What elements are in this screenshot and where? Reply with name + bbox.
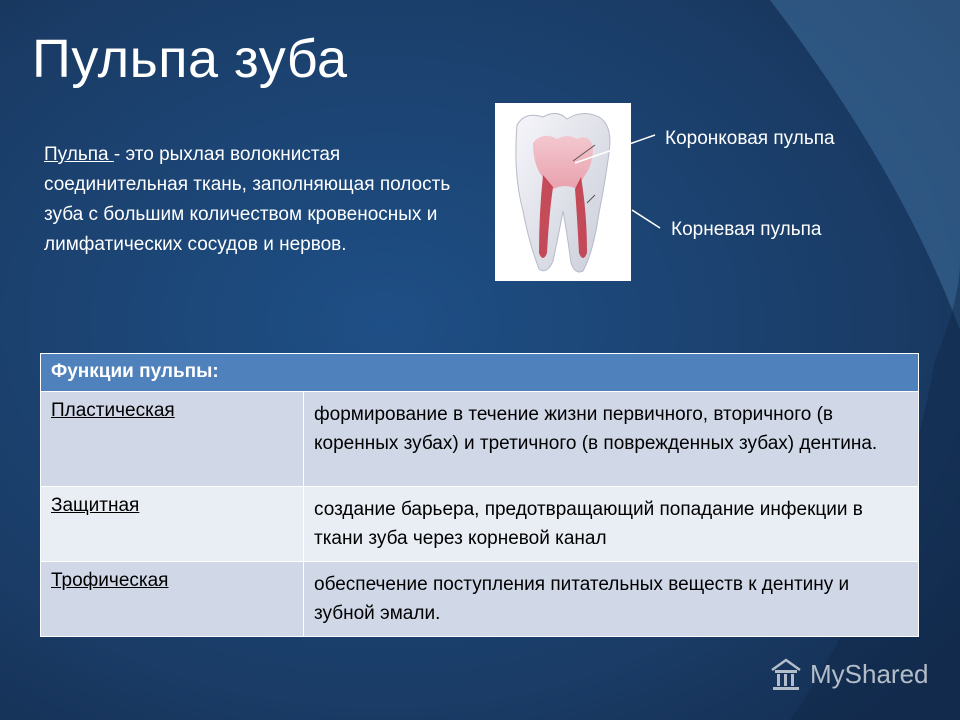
functions-table	[40, 353, 919, 637]
tooth-icon	[495, 103, 631, 281]
table-row	[41, 392, 919, 487]
slide-title: Пульпа зуба	[32, 29, 348, 89]
definition-text: - это рыхлая волокнистая соединительная ткань, заполняющая полость зуба с большим количеством кровеносных и лимфатических сосудов и нервов.	[44, 144, 451, 255]
function-description: обеспечение поступления питательных веществ к дентину и зубной эмали.	[304, 562, 919, 637]
pulp-definition	[44, 140, 484, 260]
function-name: Трофическая	[41, 562, 304, 637]
table-header-row	[41, 354, 919, 392]
table-row	[41, 487, 919, 562]
table-row	[41, 562, 919, 637]
label-crown-pulp: Коронковая пульпа	[665, 128, 835, 149]
tooth-diagram	[495, 103, 631, 281]
function-name: Защитная	[41, 487, 304, 562]
definition-term: Пульпа	[44, 144, 114, 165]
label-root-pulp: Корневая пульпа	[671, 219, 822, 240]
function-name: Пластическая	[41, 392, 304, 487]
watermark	[768, 656, 929, 692]
function-description: формирование в течение жизни первичного, вторичного (в коренных зубах) и третичного (в поврежденных зубах) дентина.	[304, 392, 919, 487]
table-header: Функции пульпы:	[41, 354, 919, 392]
watermark-text: MyShared	[810, 658, 929, 689]
myshared-logo-icon	[768, 656, 804, 692]
function-description: создание барьера, предотвращающий попадание инфекции в ткани зуба через корневой канал	[304, 487, 919, 562]
